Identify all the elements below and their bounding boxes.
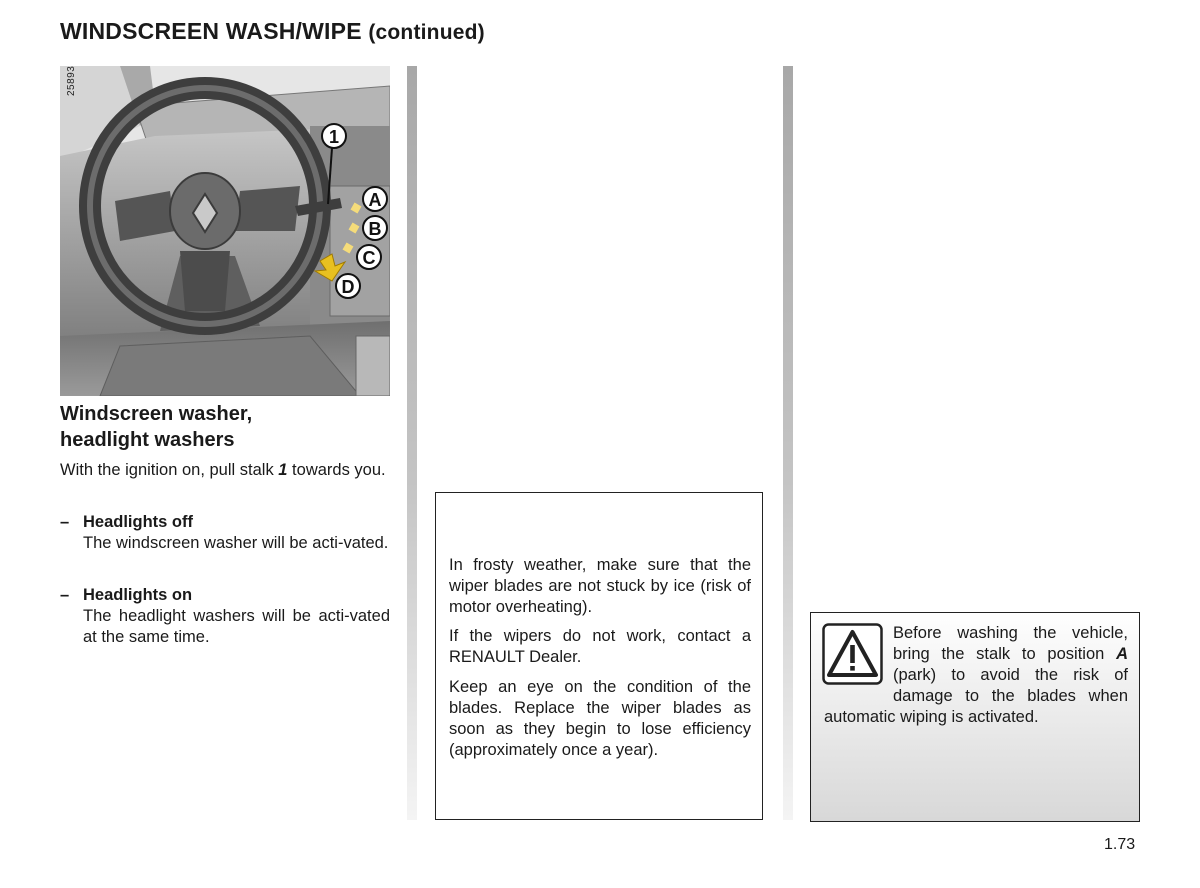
dashboard-drawing bbox=[60, 66, 390, 396]
intro-text-before: With the ignition on, pull stalk bbox=[60, 461, 279, 479]
callout-a bbox=[363, 187, 387, 211]
callout-c-label: C bbox=[362, 248, 376, 268]
callout-1 bbox=[322, 124, 346, 148]
callout-c bbox=[357, 245, 381, 269]
callout-d bbox=[336, 274, 360, 298]
callout-b bbox=[363, 216, 387, 240]
bullet-dash: – bbox=[60, 513, 70, 531]
bullet-heading: Headlights off bbox=[83, 513, 193, 531]
bullet-text: The headlight washers will be acti-vated at the same time. bbox=[83, 607, 390, 646]
warning-text-after: (park) to avoid the risk of damage to the blades when automatic wiping is activated. bbox=[824, 666, 1128, 726]
callout-b-label: B bbox=[368, 219, 382, 239]
steering-wheel-illustration bbox=[60, 66, 390, 396]
warning-box bbox=[810, 612, 1140, 822]
stalk-ref: 1 bbox=[278, 461, 288, 479]
position-ref: A bbox=[1116, 645, 1128, 663]
blade-condition-paragraph: Keep an eye on the condition of the blades. Replace the wiper blades as soon as they begin to lose efficiency (approximately once a year). bbox=[449, 678, 751, 759]
bullet-heading: Headlights on bbox=[83, 586, 193, 604]
list-item bbox=[60, 512, 390, 554]
section-heading bbox=[60, 401, 390, 453]
section-heading-line2: headlight washers bbox=[60, 429, 235, 451]
bullet-dash: – bbox=[60, 586, 70, 604]
page-title-main: WINDSCREEN WASH/WIPE bbox=[60, 18, 362, 44]
dealer-paragraph: If the wipers do not work, contact a RENAULT Dealer. bbox=[449, 627, 751, 666]
callout-d-label: D bbox=[341, 277, 355, 297]
callout-1-label: 1 bbox=[328, 127, 340, 147]
column-divider-right bbox=[783, 66, 793, 820]
bullet-text: The windscreen washer will be acti-vated. bbox=[83, 534, 389, 552]
illustration-code: 25893 bbox=[66, 66, 77, 96]
section-heading-line1: Windscreen washer, bbox=[60, 403, 253, 425]
page-title-suffix: (continued) bbox=[368, 21, 485, 44]
intro-paragraph bbox=[60, 460, 390, 481]
warning-text-before: Before washing the vehicle, bring the stalk to position bbox=[893, 624, 1128, 663]
page-title bbox=[60, 18, 485, 45]
warning-text bbox=[824, 623, 1128, 728]
callout-a-label: A bbox=[368, 190, 382, 210]
column-divider-left bbox=[407, 66, 417, 820]
frost-info-box bbox=[435, 492, 763, 820]
list-item bbox=[60, 585, 390, 648]
intro-text-after: towards you. bbox=[287, 461, 386, 479]
frost-paragraph: In frosty weather, make sure that the wiper blades are not stuck by ice (risk of motor overheating). bbox=[449, 556, 751, 616]
page-number: 1.73 bbox=[1104, 836, 1136, 853]
